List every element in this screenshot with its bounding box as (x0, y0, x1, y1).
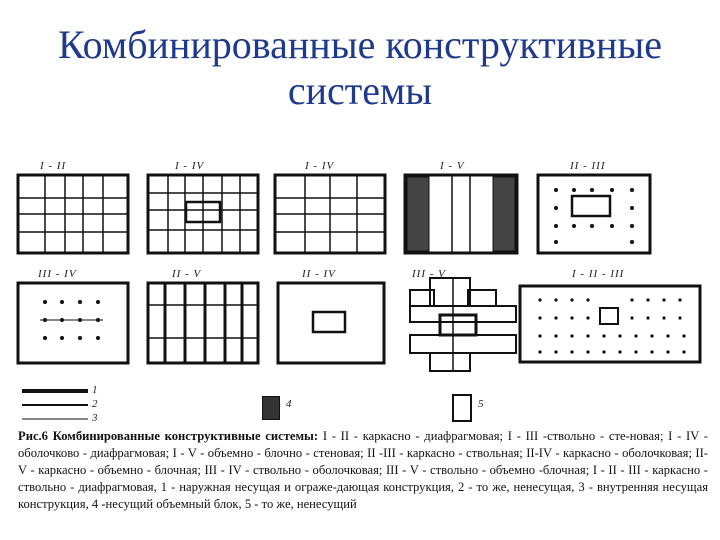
plan-5 (538, 175, 650, 253)
plan-6 (18, 283, 128, 363)
title-line-1: Комбинированные конструктивные (57, 22, 663, 67)
plan-2 (148, 175, 258, 253)
plan-8 (278, 283, 384, 363)
plan-9 (410, 278, 516, 371)
legend-lines (20, 385, 120, 425)
plan-label-5: II - III (570, 160, 606, 172)
legend-block-loadbearing-icon (262, 396, 280, 420)
plan-4 (405, 175, 517, 253)
title-line-2: системы (287, 68, 433, 113)
legend-line-label-2: 2 (92, 398, 99, 410)
caption-body: I - II - каркасно - диафрагмовая; I - III -ствольно - сте-новая; I - IV - оболочково - диафрагмовая; I - V - объемно - блочно - стеновая; II -III - каркасно - ствольная; II-IV - каркасно - оболочковая; II- V - каркасно - объемно - блочная; III - IV - ствольно - оболочковая; III - V - ствольно - объемно -блочная; I - II - III - каркасно - ствольно - диафрагмовая, 1 - наружная несущая и огражe-дающая конструкция, 2 - то же, ненесущая, 3 - внутренняя несущая конструкция, 4 -несущий объемный блок, 5 - то же, ненесущий (18, 429, 708, 511)
plan-label-10: I - II - III (572, 268, 625, 280)
plan-label-2: I - IV (175, 160, 205, 172)
plan-10 (520, 286, 700, 362)
plan-label-8: II - IV (302, 268, 336, 280)
plan-label-7: II - V (172, 268, 202, 280)
legend-block-label-4: 4 (286, 398, 293, 410)
plan-label-3: I - IV (305, 160, 335, 172)
plan-7 (148, 283, 258, 363)
legend-block-label-5: 5 (478, 398, 485, 410)
legend-line-label-3: 3 (92, 412, 99, 424)
page-title (0, 22, 720, 114)
legend-line-label-1: 1 (92, 384, 99, 396)
plan-3 (275, 175, 385, 253)
plan-1 (18, 175, 128, 253)
plan-label-6: III - IV (38, 268, 77, 280)
plan-label-9: III - V (412, 268, 446, 280)
figure-caption (18, 428, 708, 513)
plans-figure (0, 150, 720, 410)
plan-label-1: I - II (40, 160, 67, 172)
plan-label-4: I - V (440, 160, 465, 172)
legend-block-nonloadbearing-icon (452, 394, 472, 422)
caption-lead: Рис.6 Комбинированные конструктивные системы: (18, 429, 319, 443)
